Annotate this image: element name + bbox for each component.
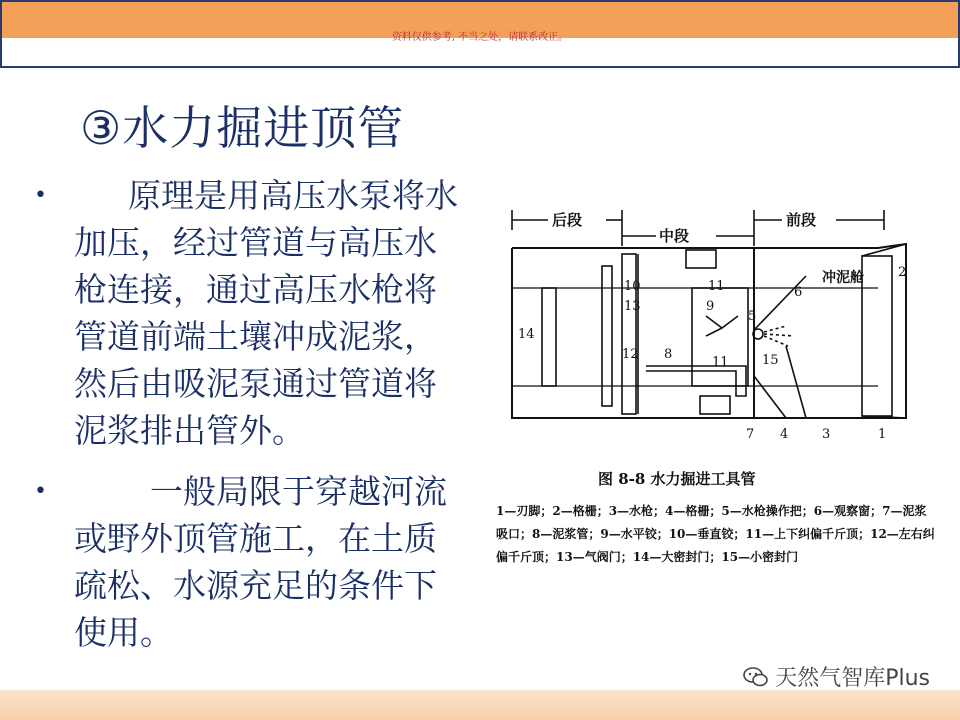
- bullet-item: [30, 468, 460, 656]
- callout-number: 7: [746, 427, 755, 442]
- header-bar: [0, 0, 960, 68]
- callout-number: 13: [624, 299, 641, 314]
- section-front-label: 前段: [786, 211, 817, 229]
- tool-pipe-figure: [486, 186, 935, 598]
- callout-number: 15: [762, 353, 779, 368]
- bullet-dot: •: [34, 479, 47, 504]
- bullet-dot: •: [34, 183, 47, 208]
- callout-number: 6: [794, 285, 803, 300]
- tool-pipe-diagram: [486, 186, 932, 466]
- bullet-item: [30, 172, 460, 454]
- callout-number: 9: [706, 299, 715, 314]
- callout-number: 11: [712, 355, 729, 370]
- callout-number: 14: [518, 327, 535, 342]
- callout-number: 10: [624, 279, 641, 294]
- watermark-text: 天然气智库Plus: [775, 666, 930, 691]
- callout-number: 2: [898, 265, 907, 280]
- wechat-icon: [743, 666, 769, 688]
- callout-number: 4: [780, 427, 789, 442]
- figure-caption: 1—刃脚；2—格栅；3—水枪；4—格栅；5—水枪操作把；6—观察窗；7—泥浆吸口；8—泥浆管；9—水平铰；10—垂直铰；11—上下纠偏千斤顶；12—左右纠偏千斤顶；13—气阀门；14—大密封门；15—小密封门: [496, 504, 935, 564]
- slide-title: ③水力掘进顶管: [80, 101, 405, 155]
- header-notice: 资料仅供参考, 不当之处，请联系改正。: [391, 32, 569, 43]
- bullet-text: 一般局限于穿越河流或野外顶管施工，在土质疏松、水源充足的条件下使用。: [74, 472, 447, 652]
- callout-number: 11: [708, 279, 725, 294]
- slide-body: [30, 172, 460, 656]
- callout-number: 5: [748, 309, 757, 324]
- callout-number: 3: [822, 427, 831, 442]
- callout-number: 12: [622, 347, 639, 362]
- chamber-label: 冲泥舱: [822, 270, 864, 286]
- section-middle-label: 中段: [659, 227, 690, 245]
- section-rear-label: 后段: [552, 211, 583, 229]
- bullet-text: 原理是用高压水泵将水加压，经过管道与高压水枪连接，通过高压水枪将管道前端土壤冲成泥浆，然后由吸泥泵通过管道将泥浆排出管外。: [74, 176, 458, 450]
- footer-bar: [0, 690, 960, 720]
- watermark: [743, 661, 930, 692]
- figure-title: 图 8-8 水力掘进工具管: [598, 470, 756, 488]
- callout-number: 1: [878, 427, 887, 442]
- callout-number: 8: [664, 347, 673, 362]
